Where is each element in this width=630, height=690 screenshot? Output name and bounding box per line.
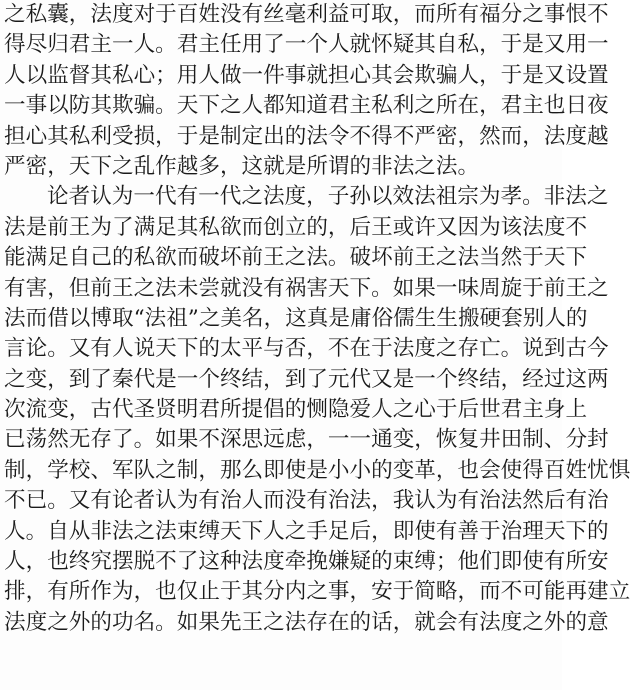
text-line: 人。自从非法之法束缚天下人之手足后，即使有善于治理天下的 (4, 518, 609, 544)
text-line: 有害，但前王之法未尝就没有祸害天下。如果一味周旋于前王之 (4, 275, 609, 301)
text-line: 人以监督其私心；用人做一件事就担心其会欺骗人，于是又设置 (4, 62, 609, 88)
text-line: 人，也终究摆脱不了这种法度牵挽嫌疑的束缚；他们即使有所安 (4, 549, 609, 575)
text-line: 担心其私利受损，于是制定出的法令不得不严密，然而，法度越 (4, 123, 609, 149)
text-line: 之变，到了秦代是一个终结，到了元代又是一个终结，经过这两 (4, 366, 609, 392)
text-line: 排，有所作为，也仅止于其分内之事，安于简略，而不可能再建立 (4, 579, 630, 605)
text-line: 法度之外的功名。如果先王之法存在的话，就会有法度之外的意 (4, 609, 609, 635)
text-line: 能满足自己的私欲而破坏前王之法。破坏前王之法当然于天下 (4, 245, 588, 271)
text-line: 法而借以博取“法祖”之美名，这真是庸俗儒生生搬硬套别人的 (4, 305, 588, 331)
text-line: 已荡然无存了。如果不深思远虑，一一通变，恢复井田制、分封 (4, 427, 609, 453)
text-line: 法是前王为了满足其私欲而创立的，后王或许又因为该法度不 (4, 214, 588, 240)
text-line: 言论。又有人说天下的太平与否，不在于法度之存亡。说到古今 (4, 336, 609, 362)
text-line: 得尽归君主一人。君主任用了一个人就怀疑其自私，于是又用一 (4, 32, 609, 58)
text-line: 严密，天下之乱作越多，这就是所谓的非法之法。 (4, 153, 480, 179)
paragraph-first-line: 论者认为一代有一代之法度，子孙以效法祖宗为孝。非法之 (47, 184, 609, 210)
text-line: 不已。又有论者认为有治人而没有治法，我认为有治法然后有治 (4, 488, 609, 514)
text-line: 之私囊，法度对于百姓没有丝毫利益可取，而所有福分之事恨不 (4, 2, 609, 27)
text-line: 制，学校、军队之制，那么即使是小小的变革，也会使得百姓忧惧 (4, 457, 630, 483)
text-line: 一事以防其欺骗。天下之人都知道君主私利之所在，君主也日夜 (4, 93, 609, 119)
text-line: 次流变，古代圣贤明君所提倡的恻隐爱人之心于后世君主身上 (4, 397, 588, 423)
body-text (4, 0, 630, 638)
